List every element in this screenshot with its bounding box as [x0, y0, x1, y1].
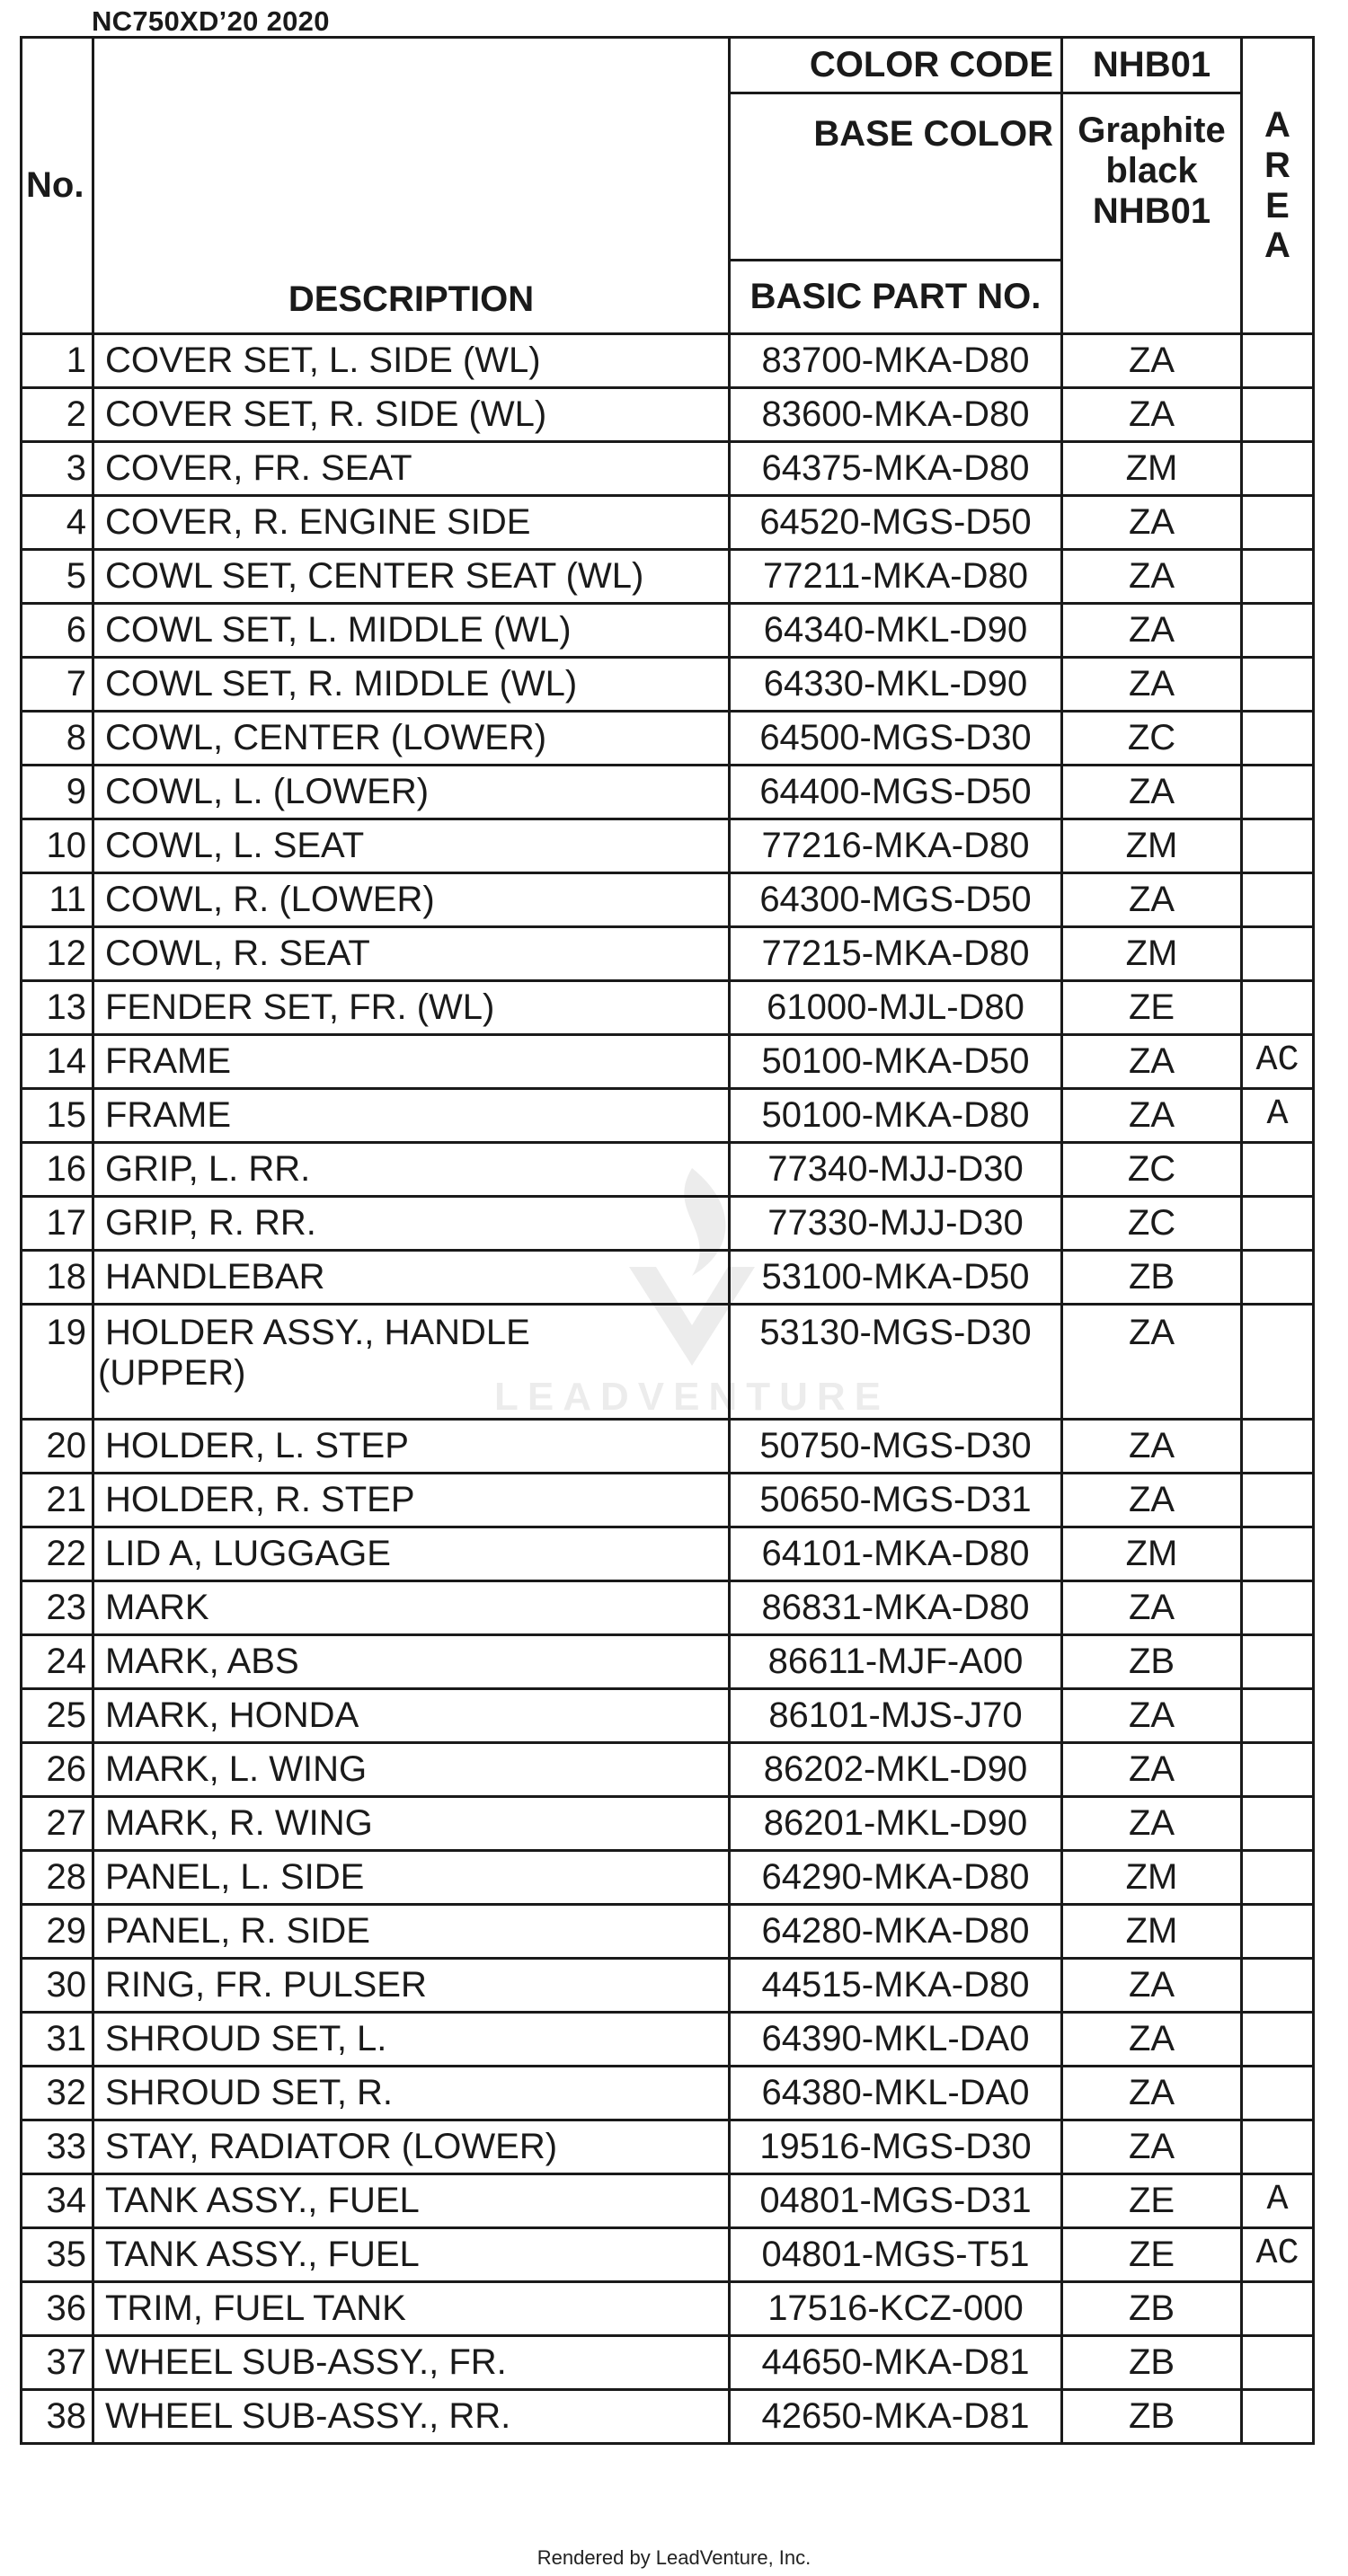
- row-area: [1242, 1743, 1314, 1797]
- row-area: AC: [1242, 1035, 1314, 1089]
- row-description: COWL SET, L. MIDDLE (WL): [93, 604, 730, 658]
- row-description: LID A, LUGGAGE: [93, 1527, 730, 1581]
- row-color-code: ZA: [1062, 873, 1242, 927]
- row-color-code: ZE: [1062, 981, 1242, 1035]
- row-part-number: 64101-MKA-D80: [730, 1527, 1062, 1581]
- row-part-number: 64375-MKA-D80: [730, 442, 1062, 496]
- row-number: 27: [22, 1797, 93, 1851]
- table-row: [22, 1420, 1314, 1474]
- row-part-number: 64400-MGS-D50: [730, 766, 1062, 819]
- row-number: 12: [22, 927, 93, 981]
- table-row: [22, 1089, 1314, 1143]
- row-area: [1242, 1305, 1314, 1420]
- row-number: 13: [22, 981, 93, 1035]
- row-area: [1242, 604, 1314, 658]
- row-description: GRIP, L. RR.: [93, 1143, 730, 1197]
- row-number: 6: [22, 604, 93, 658]
- row-description: COWL, L. (LOWER): [93, 766, 730, 819]
- row-part-number: 64300-MGS-D50: [730, 873, 1062, 927]
- row-color-code: ZA: [1062, 1035, 1242, 1089]
- table-row: [22, 981, 1314, 1035]
- row-part-number: 77211-MKA-D80: [730, 550, 1062, 604]
- row-color-code: ZA: [1062, 334, 1242, 388]
- row-description: SHROUD SET, L.: [93, 2013, 730, 2067]
- header-color-name: [1062, 93, 1242, 334]
- row-number: 24: [22, 1635, 93, 1689]
- row-description: SHROUD SET, R.: [93, 2067, 730, 2120]
- row-part-number: 19516-MGS-D30: [730, 2120, 1062, 2174]
- row-description: HANDLEBAR: [93, 1251, 730, 1305]
- row-color-code: ZA: [1062, 658, 1242, 712]
- table-row: [22, 1743, 1314, 1797]
- row-part-number: 86101-MJS-J70: [730, 1689, 1062, 1743]
- header-color-code-label: COLOR CODE: [730, 38, 1062, 93]
- row-area: [1242, 1197, 1314, 1251]
- row-part-number: 53130-MGS-D30: [730, 1305, 1062, 1420]
- table-row: [22, 604, 1314, 658]
- table-row: [22, 2120, 1314, 2174]
- row-area: [1242, 2336, 1314, 2390]
- table-row: [22, 873, 1314, 927]
- row-number: 1: [22, 334, 93, 388]
- row-part-number: 61000-MJL-D80: [730, 981, 1062, 1035]
- table-row: [22, 1197, 1314, 1251]
- row-area: [1242, 334, 1314, 388]
- row-number: 23: [22, 1581, 93, 1635]
- row-number: 18: [22, 1251, 93, 1305]
- row-area: [1242, 766, 1314, 819]
- row-area: [1242, 550, 1314, 604]
- row-part-number: 64520-MGS-D50: [730, 496, 1062, 550]
- row-part-number: 64500-MGS-D30: [730, 712, 1062, 766]
- row-color-code: ZA: [1062, 496, 1242, 550]
- table-row: [22, 766, 1314, 819]
- table-row: [22, 2067, 1314, 2120]
- header-row-color-code: [22, 38, 1314, 93]
- row-number: 29: [22, 1905, 93, 1959]
- table-row: [22, 712, 1314, 766]
- header-color-name-line: Graphite: [1078, 111, 1226, 150]
- table-row: [22, 2013, 1314, 2067]
- row-description: MARK, ABS: [93, 1635, 730, 1689]
- row-description: HOLDER, R. STEP: [93, 1474, 730, 1527]
- row-color-code: ZA: [1062, 388, 1242, 442]
- row-description: COWL, L. SEAT: [93, 819, 730, 873]
- row-description: FRAME: [93, 1089, 730, 1143]
- table-row: [22, 1851, 1314, 1905]
- row-number: 22: [22, 1527, 93, 1581]
- row-number: 2: [22, 388, 93, 442]
- row-color-code: ZA: [1062, 2120, 1242, 2174]
- table-row: [22, 1581, 1314, 1635]
- row-description: TRIM, FUEL TANK: [93, 2282, 730, 2336]
- row-part-number: 64340-MKL-D90: [730, 604, 1062, 658]
- row-description: GRIP, R. RR.: [93, 1197, 730, 1251]
- row-number: 33: [22, 2120, 93, 2174]
- row-number: 35: [22, 2228, 93, 2282]
- row-description: COWL, R. SEAT: [93, 927, 730, 981]
- row-description: COWL SET, CENTER SEAT (WL): [93, 550, 730, 604]
- table-row: [22, 1689, 1314, 1743]
- row-description: MARK: [93, 1581, 730, 1635]
- row-color-code: ZA: [1062, 766, 1242, 819]
- row-part-number: 42650-MKA-D81: [730, 2390, 1062, 2444]
- row-description: WHEEL SUB-ASSY., RR.: [93, 2390, 730, 2444]
- row-color-code: ZB: [1062, 2390, 1242, 2444]
- row-area: [1242, 1689, 1314, 1743]
- row-number: 30: [22, 1959, 93, 2013]
- row-number: 8: [22, 712, 93, 766]
- row-part-number: 50750-MGS-D30: [730, 1420, 1062, 1474]
- row-description: TANK ASSY., FUEL: [93, 2228, 730, 2282]
- row-description: RING, FR. PULSER: [93, 1959, 730, 2013]
- row-color-code: ZB: [1062, 2282, 1242, 2336]
- row-color-code: ZM: [1062, 442, 1242, 496]
- row-number: 21: [22, 1474, 93, 1527]
- row-color-code: ZA: [1062, 550, 1242, 604]
- row-area: [1242, 1474, 1314, 1527]
- table-row: [22, 2336, 1314, 2390]
- row-part-number: 77340-MJJ-D30: [730, 1143, 1062, 1197]
- row-number: 16: [22, 1143, 93, 1197]
- row-color-code: ZM: [1062, 1905, 1242, 1959]
- row-area: [1242, 1527, 1314, 1581]
- row-part-number: 50100-MKA-D80: [730, 1089, 1062, 1143]
- row-area: [1242, 1420, 1314, 1474]
- row-part-number: 86831-MKA-D80: [730, 1581, 1062, 1635]
- row-description: FRAME: [93, 1035, 730, 1089]
- row-description: STAY, RADIATOR (LOWER): [93, 2120, 730, 2174]
- row-color-code: ZA: [1062, 1305, 1242, 1420]
- row-part-number: 64390-MKL-DA0: [730, 2013, 1062, 2067]
- row-part-number: 44515-MKA-D80: [730, 1959, 1062, 2013]
- row-part-number: 86201-MKL-D90: [730, 1797, 1062, 1851]
- row-number: 10: [22, 819, 93, 873]
- row-part-number: 04801-MGS-T51: [730, 2228, 1062, 2282]
- row-area: AC: [1242, 2228, 1314, 2282]
- table-row: [22, 658, 1314, 712]
- row-color-code: ZA: [1062, 604, 1242, 658]
- row-area: [1242, 442, 1314, 496]
- row-color-code: ZA: [1062, 2013, 1242, 2067]
- header-basic-part-no: BASIC PART NO.: [730, 261, 1062, 334]
- row-number: 5: [22, 550, 93, 604]
- header-area: [1242, 38, 1314, 334]
- header-area-letter: R: [1264, 145, 1290, 185]
- row-area: [1242, 1635, 1314, 1689]
- row-number: 31: [22, 2013, 93, 2067]
- row-number: 32: [22, 2067, 93, 2120]
- row-number: 3: [22, 442, 93, 496]
- row-part-number: 86611-MJF-A00: [730, 1635, 1062, 1689]
- row-color-code: ZA: [1062, 1743, 1242, 1797]
- row-part-number: 17516-KCZ-000: [730, 2282, 1062, 2336]
- row-color-code: ZA: [1062, 1581, 1242, 1635]
- table-row: [22, 1797, 1314, 1851]
- row-description: WHEEL SUB-ASSY., FR.: [93, 2336, 730, 2390]
- row-description: COVER SET, R. SIDE (WL): [93, 388, 730, 442]
- row-color-code: ZC: [1062, 712, 1242, 766]
- row-area: [1242, 496, 1314, 550]
- table-row: [22, 1035, 1314, 1089]
- footer-credit: Rendered by LeadVenture, Inc.: [537, 2546, 811, 2569]
- row-number: 17: [22, 1197, 93, 1251]
- row-area: [1242, 1581, 1314, 1635]
- row-color-code: ZA: [1062, 1089, 1242, 1143]
- table-row: [22, 550, 1314, 604]
- row-color-code: ZA: [1062, 1797, 1242, 1851]
- row-color-code: ZA: [1062, 1420, 1242, 1474]
- row-description-line: (UPPER): [98, 1352, 246, 1393]
- row-number: 7: [22, 658, 93, 712]
- row-part-number: 64280-MKA-D80: [730, 1905, 1062, 1959]
- row-number: 11: [22, 873, 93, 927]
- row-color-code: ZA: [1062, 1959, 1242, 2013]
- header-base-color-label: BASE COLOR: [730, 93, 1062, 261]
- model-title: NC750XD’20 2020: [92, 5, 330, 37]
- row-number: 37: [22, 2336, 93, 2390]
- table-row: [22, 2390, 1314, 2444]
- row-area: [1242, 2282, 1314, 2336]
- row-description-line: HOLDER ASSY., HANDLE: [105, 1313, 530, 1352]
- row-area: A: [1242, 1089, 1314, 1143]
- row-area: [1242, 2067, 1314, 2120]
- row-part-number: 44650-MKA-D81: [730, 2336, 1062, 2390]
- row-part-number: 04801-MGS-D31: [730, 2174, 1062, 2228]
- row-number: 14: [22, 1035, 93, 1089]
- table-row: [22, 2282, 1314, 2336]
- row-area: [1242, 388, 1314, 442]
- table-row: [22, 334, 1314, 388]
- row-area: [1242, 2013, 1314, 2067]
- row-description: COWL, R. (LOWER): [93, 873, 730, 927]
- table-row: [22, 1959, 1314, 2013]
- row-area: [1242, 1797, 1314, 1851]
- row-area: [1242, 1143, 1314, 1197]
- row-description: MARK, L. WING: [93, 1743, 730, 1797]
- watermark-text: LEADVENTURE: [493, 1375, 891, 1419]
- header-no: No.: [22, 38, 93, 334]
- row-description: PANEL, R. SIDE: [93, 1905, 730, 1959]
- header-area-letter: A: [1264, 226, 1290, 266]
- row-color-code: ZB: [1062, 1251, 1242, 1305]
- row-number: 19: [22, 1305, 93, 1420]
- row-description: MARK, HONDA: [93, 1689, 730, 1743]
- row-area: [1242, 712, 1314, 766]
- row-part-number: 86202-MKL-D90: [730, 1743, 1062, 1797]
- row-color-code: ZB: [1062, 1635, 1242, 1689]
- row-color-code: ZC: [1062, 1143, 1242, 1197]
- table-row: [22, 1251, 1314, 1305]
- row-part-number: 50100-MKA-D50: [730, 1035, 1062, 1089]
- header-area-letter: E: [1265, 185, 1290, 226]
- row-description: HOLDER, L. STEP: [93, 1420, 730, 1474]
- row-color-code: ZM: [1062, 1527, 1242, 1581]
- row-part-number: 77216-MKA-D80: [730, 819, 1062, 873]
- row-area: [1242, 819, 1314, 873]
- row-number: 9: [22, 766, 93, 819]
- row-part-number: 77215-MKA-D80: [730, 927, 1062, 981]
- row-part-number: 64380-MKL-DA0: [730, 2067, 1062, 2120]
- row-description: COWL, CENTER (LOWER): [93, 712, 730, 766]
- table-row: [22, 2228, 1314, 2282]
- header-color-name-line: NHB01: [1092, 190, 1211, 231]
- row-number: 20: [22, 1420, 93, 1474]
- row-part-number: 83600-MKA-D80: [730, 388, 1062, 442]
- row-part-number: 64290-MKA-D80: [730, 1851, 1062, 1905]
- row-description: COVER, FR. SEAT: [93, 442, 730, 496]
- row-part-number: 64330-MKL-D90: [730, 658, 1062, 712]
- row-area: [1242, 1251, 1314, 1305]
- header-description: DESCRIPTION: [93, 38, 730, 334]
- row-area: [1242, 873, 1314, 927]
- row-color-code: ZC: [1062, 1197, 1242, 1251]
- table-row: [22, 927, 1314, 981]
- row-part-number: 50650-MGS-D31: [730, 1474, 1062, 1527]
- row-number: 4: [22, 496, 93, 550]
- row-color-code: ZE: [1062, 2228, 1242, 2282]
- row-color-code: ZA: [1062, 2067, 1242, 2120]
- table-row: [22, 1527, 1314, 1581]
- row-number: 15: [22, 1089, 93, 1143]
- row-number: 26: [22, 1743, 93, 1797]
- row-color-code: ZB: [1062, 2336, 1242, 2390]
- header-color-code-value: NHB01: [1062, 38, 1242, 93]
- row-color-code: ZM: [1062, 927, 1242, 981]
- header-color-name-line: black: [1105, 150, 1198, 190]
- row-area: [1242, 2390, 1314, 2444]
- row-description: COWL SET, R. MIDDLE (WL): [93, 658, 730, 712]
- row-description: FENDER SET, FR. (WL): [93, 981, 730, 1035]
- table-row: [22, 2174, 1314, 2228]
- row-area: [1242, 981, 1314, 1035]
- table-row: [22, 388, 1314, 442]
- row-area: [1242, 2120, 1314, 2174]
- table-row: [22, 1474, 1314, 1527]
- table-row: [22, 496, 1314, 550]
- row-part-number: 53100-MKA-D50: [730, 1251, 1062, 1305]
- row-area: [1242, 927, 1314, 981]
- row-color-code: ZA: [1062, 1474, 1242, 1527]
- table-row: [22, 1143, 1314, 1197]
- row-area: [1242, 658, 1314, 712]
- table-row: [22, 1635, 1314, 1689]
- row-part-number: 83700-MKA-D80: [730, 334, 1062, 388]
- header-area-letter: A: [1264, 104, 1290, 145]
- row-number: 25: [22, 1689, 93, 1743]
- row-color-code: ZE: [1062, 2174, 1242, 2228]
- row-color-code: ZA: [1062, 1689, 1242, 1743]
- row-description: TANK ASSY., FUEL: [93, 2174, 730, 2228]
- row-number: 36: [22, 2282, 93, 2336]
- row-area: [1242, 1851, 1314, 1905]
- row-part-number: 77330-MJJ-D30: [730, 1197, 1062, 1251]
- row-description: MARK, R. WING: [93, 1797, 730, 1851]
- row-description: PANEL, L. SIDE: [93, 1851, 730, 1905]
- row-area: [1242, 1959, 1314, 2013]
- table-row: [22, 819, 1314, 873]
- row-number: 34: [22, 2174, 93, 2228]
- table-row: [22, 442, 1314, 496]
- row-area: A: [1242, 2174, 1314, 2228]
- table-row: [22, 1905, 1314, 1959]
- row-number: 28: [22, 1851, 93, 1905]
- row-description: COVER, R. ENGINE SIDE: [93, 496, 730, 550]
- row-area: [1242, 1905, 1314, 1959]
- row-color-code: ZM: [1062, 819, 1242, 873]
- row-description: COVER SET, L. SIDE (WL): [93, 334, 730, 388]
- parts-table: [20, 36, 1315, 2445]
- row-number: 38: [22, 2390, 93, 2444]
- row-color-code: ZM: [1062, 1851, 1242, 1905]
